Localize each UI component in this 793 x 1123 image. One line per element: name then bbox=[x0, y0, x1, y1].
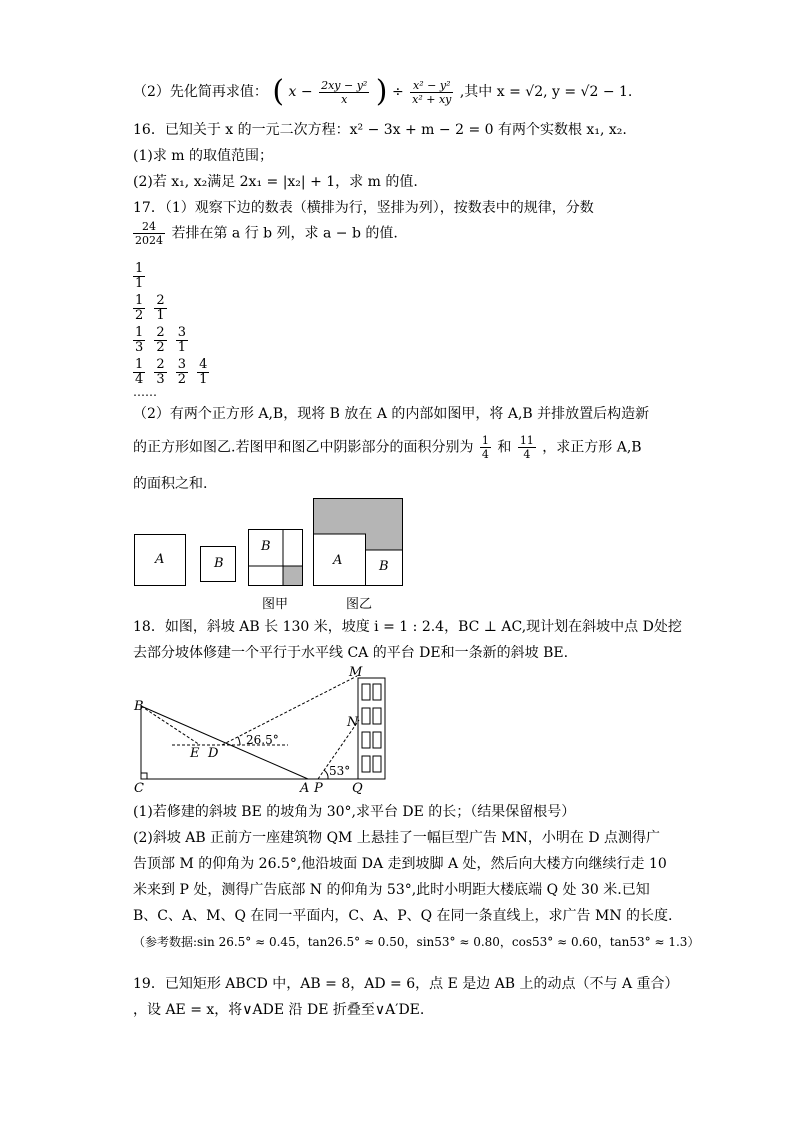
cell-num: 2 bbox=[156, 357, 165, 372]
figure-jia bbox=[248, 529, 304, 587]
cell-num: 1 bbox=[135, 261, 144, 276]
slope-ba bbox=[141, 706, 308, 779]
window bbox=[362, 732, 370, 748]
window bbox=[373, 684, 381, 700]
q18-part2-line1: (2)斜坡 AB 正前方一座建筑物 QM 上悬挂了一幅巨型广告 MN，小明在 D 点测得广 bbox=[133, 830, 661, 846]
q18-part2-line2: 告顶部 M 的仰角为 26.5°,他沿坡面 DA 走到坡脚 A 处，然后向大楼方向继续行走 10 bbox=[133, 856, 667, 872]
label-q: Q bbox=[352, 781, 363, 796]
square-b bbox=[200, 546, 236, 582]
frac-den: 4 bbox=[481, 448, 489, 461]
window bbox=[373, 732, 381, 748]
cell-den: 1 bbox=[156, 308, 165, 323]
cell-num: 1 bbox=[135, 293, 144, 308]
label-d: D bbox=[208, 746, 219, 761]
table-cell bbox=[176, 358, 188, 387]
q17-stem-line2 bbox=[133, 220, 398, 254]
window bbox=[373, 708, 381, 724]
frac-num: 1 bbox=[481, 434, 489, 447]
cell-den: 1 bbox=[199, 372, 208, 387]
label-p: P bbox=[314, 781, 323, 796]
table-cell bbox=[133, 326, 145, 355]
q18-line1: 18．如图，斜坡 AB 长 130 米，坡度 i = 1 : 2.4，BC ⊥ AC,现计划在斜坡中点 D处挖 bbox=[133, 619, 682, 635]
jia-shaded-square bbox=[283, 566, 303, 586]
table-cell bbox=[154, 294, 166, 323]
cell-num: 1 bbox=[135, 325, 144, 340]
q15-frac2-num: x² − y² bbox=[410, 79, 453, 93]
slope-be bbox=[141, 706, 200, 745]
q16-stem: 16．已知关于 x 的一元二次方程：x² − 3x + m − 2 = 0 有两个实数根 x₁, x₂. bbox=[133, 122, 627, 138]
label-angle-26-5: 26.5° bbox=[246, 733, 279, 747]
cell-num: 1 bbox=[135, 357, 144, 372]
yi-label-a: A bbox=[333, 553, 343, 568]
jia-label-b: B bbox=[261, 539, 271, 554]
label-b: B bbox=[214, 556, 224, 571]
window bbox=[373, 756, 381, 772]
cell-num: 3 bbox=[177, 325, 187, 340]
cell-den: 3 bbox=[135, 340, 144, 355]
table-cell bbox=[197, 358, 209, 387]
figure-yi bbox=[313, 498, 404, 587]
cell-den: 2 bbox=[135, 308, 144, 323]
label-angle-53: 53° bbox=[329, 764, 351, 778]
label-m: M bbox=[349, 665, 363, 680]
table-cell bbox=[154, 326, 166, 355]
q17-frac-den: 2024 bbox=[135, 234, 163, 247]
label-a: A bbox=[155, 552, 165, 567]
q17-part2-line1: （2）有两个正方形 A,B，现将 B 放在 A 的内部如图甲，将 A,B 并排放置后构造新 bbox=[133, 406, 650, 422]
q15-fraction-1 bbox=[319, 79, 369, 106]
q17-part2-line2 bbox=[133, 434, 642, 468]
q15-part2 bbox=[133, 74, 633, 111]
left-paren: ( bbox=[272, 74, 285, 109]
q18-part2-line4: B、C、A、M、Q 在同一平面内，C、A、P、Q 在同一条直线上，求广告 MN 的长度. bbox=[133, 908, 673, 924]
q16-part2: (2)若 x₁, x₂满足 2x₁ = |x₂| + 1，求 m 的值. bbox=[133, 174, 418, 190]
q18-reference-data: （参考数据:sin 26.5° ≈ 0.45，tan26.5° ≈ 0.50，sin53° ≈ 0.80，cos53° ≈ 0.60，tan53° ≈ 1.3） bbox=[133, 935, 700, 949]
cell-num: 3 bbox=[177, 357, 187, 372]
table-row-4 bbox=[133, 358, 213, 388]
caption-yi: 图乙 bbox=[346, 597, 373, 612]
q19-line2: ，设 AE = x，将∨ADE 沿 DE 折叠至∨A′DE. bbox=[133, 1002, 425, 1018]
cell-den: 2 bbox=[177, 372, 187, 387]
q15-fraction-2 bbox=[410, 79, 453, 106]
q15-suffix: ,其中 x = √2, y = √2 − 1. bbox=[459, 84, 633, 100]
q15-frac1-den: x bbox=[341, 92, 348, 106]
table-cell bbox=[133, 294, 145, 323]
table-cell bbox=[176, 326, 188, 355]
label-b: B bbox=[134, 699, 144, 714]
q17-p2-and: 和 bbox=[497, 439, 512, 456]
q17-p2-text-b: ，求正方形 A,B bbox=[542, 439, 642, 456]
table-row-1 bbox=[133, 262, 149, 292]
q18-figure bbox=[128, 664, 398, 796]
q17-frac-quarter bbox=[480, 434, 491, 461]
frac-num: 11 bbox=[519, 434, 534, 447]
cell-num: 4 bbox=[199, 357, 208, 372]
caption-jia: 图甲 bbox=[262, 597, 289, 612]
label-a: A bbox=[300, 781, 310, 796]
label-e: E bbox=[190, 746, 200, 761]
label-n: N bbox=[347, 715, 359, 730]
q17-stem2: 若排在第 a 行 b 列，求 a − b 的值. bbox=[171, 225, 398, 242]
cell-num: 2 bbox=[156, 293, 165, 308]
q15-prefix: （2）先化简再求值： bbox=[133, 84, 268, 100]
cell-den: 3 bbox=[156, 372, 165, 387]
cell-num: 2 bbox=[156, 325, 165, 340]
q18-part2-line3: 米来到 P 处，测得广告底部 N 的仰角为 53°,此时小明距大楼底端 Q 处 30 米.已知 bbox=[133, 882, 650, 898]
cell-den: 1 bbox=[135, 276, 144, 291]
q17-frac-num: 24 bbox=[133, 220, 165, 234]
cell-den: 1 bbox=[177, 340, 187, 355]
cell-den: 2 bbox=[156, 340, 165, 355]
q17-p2-text-a: 的正方形如图乙.若图甲和图乙中阴影部分的面积分别为 bbox=[133, 439, 474, 456]
table-row-3 bbox=[133, 326, 192, 356]
q15-frac1-num: 2xy − y² bbox=[321, 78, 368, 92]
right-paren: ) bbox=[375, 74, 388, 109]
window bbox=[362, 684, 370, 700]
q16-part1: (1)求 m 的取值范围； bbox=[133, 148, 274, 164]
q18-part1: (1)若修建的斜坡 BE 的坡角为 30°,求平台 DE 的长；（结果保留根号） bbox=[133, 804, 576, 820]
q15-frac2-den: x² + xy bbox=[412, 92, 452, 106]
window bbox=[362, 756, 370, 772]
q17-target-fraction bbox=[133, 220, 165, 247]
q17-stem: 17．（1）观察下边的数表（横排为行，竖排为列），按数表中的规律，分数 bbox=[133, 200, 594, 216]
label-c: C bbox=[134, 781, 144, 796]
table-cell bbox=[133, 262, 145, 291]
table-cell bbox=[133, 358, 145, 387]
yi-label-b: B bbox=[379, 559, 389, 574]
sight-line-dm bbox=[222, 676, 357, 745]
q17-part2-line3: 的面积之和. bbox=[133, 476, 208, 492]
frac-den: 4 bbox=[523, 448, 531, 461]
table-row-2 bbox=[133, 294, 171, 324]
angle-arc-p bbox=[324, 770, 328, 779]
q19-line1: 19．已知矩形 ABCD 中，AB = 8，AD = 6，点 E 是边 AB 上的动点（不与 A 重合） bbox=[133, 976, 679, 992]
q17-frac-eleven-quarters bbox=[518, 434, 536, 461]
q18-line2: 去部分坡体修建一个平行于水平线 CA 的平台 DE和一条新的斜坡 BE. bbox=[133, 645, 569, 661]
angle-arc-d bbox=[238, 737, 240, 745]
table-ellipsis: …… bbox=[133, 385, 157, 399]
q15-x-minus: x − bbox=[288, 84, 313, 100]
q15-div: ÷ bbox=[391, 84, 404, 100]
window bbox=[362, 708, 370, 724]
square-a bbox=[134, 534, 186, 586]
cell-den: 4 bbox=[135, 372, 144, 387]
right-angle-mark bbox=[141, 773, 147, 779]
table-cell bbox=[154, 358, 166, 387]
